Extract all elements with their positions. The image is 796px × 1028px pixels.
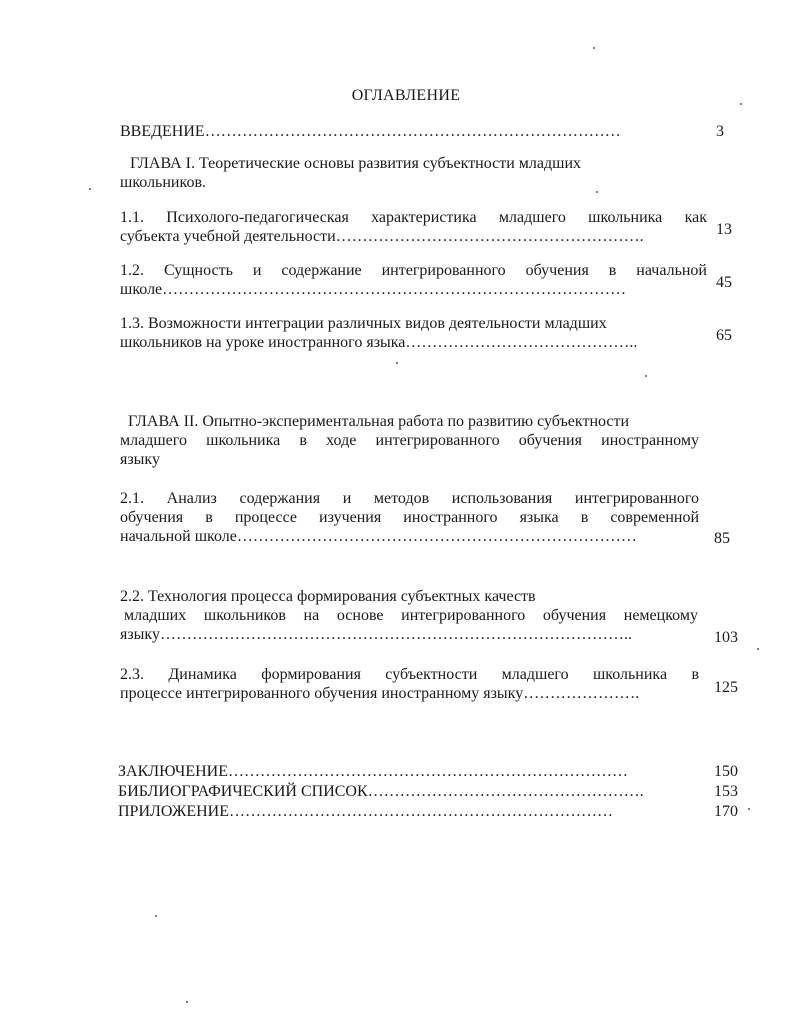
toc-entry-2-2-line1: 2.2. Технология процесса формирования субъектных качеств xyxy=(120,588,536,605)
scan-speck xyxy=(596,191,598,193)
chapter1-heading-line2: школьников. xyxy=(120,174,206,191)
toc-entry-conclusion: ЗАКЛЮЧЕНИЕ………………………………………………………………… xyxy=(118,763,628,780)
toc-page-1-1: 13 xyxy=(716,221,732,238)
chapter2-heading-line3: языку xyxy=(120,451,160,468)
toc-page-intro: 3 xyxy=(716,123,724,140)
chapter2-heading-line2: младшего школьника в ходе интегрированного обучения иностранному xyxy=(120,432,699,449)
toc-page-appendix: 170 xyxy=(714,803,738,820)
toc-page-bibliography: 153 xyxy=(714,783,738,800)
toc-title: ОГЛАВЛЕНИЕ xyxy=(351,87,461,104)
scan-speck xyxy=(748,808,750,810)
toc-page-1-2: 45 xyxy=(716,274,732,291)
toc-entry-appendix: ПРИЛОЖЕНИЕ……………………………………………………………… xyxy=(118,803,614,820)
toc-entry-1-1-line2: субъекта учебной деятельности…………………………………………………. xyxy=(120,228,644,245)
toc-page-2-3: 125 xyxy=(714,679,738,696)
toc-page-1-3: 65 xyxy=(716,327,732,344)
toc-entry-1-1-line1: 1.1. Психолого-педагогическая характеристика младшего школьника как xyxy=(120,209,707,226)
chapter1-heading-line1: ГЛАВА I. Теоретические основы развития субъектности младших xyxy=(130,155,582,172)
scan-speck xyxy=(757,648,759,650)
toc-entry-2-2-line3: языку…………………………………………………………………………….. xyxy=(120,626,632,643)
toc-entry-1-3-line1: 1.3. Возможности интеграции различных видов деятельности младших xyxy=(120,315,607,332)
toc-entry-2-1-line3: начальной школе………………………………………………………………… xyxy=(120,528,637,545)
toc-entry-2-2-line2: младших школьников на основе интегрированного обучения немецкому xyxy=(124,607,698,624)
chapter2-heading-line1: ГЛАВА II. Опытно-экспериментальная работа по развитию субъектности xyxy=(128,413,630,430)
scan-speck xyxy=(155,915,157,917)
toc-page-2-2: 103 xyxy=(714,629,738,646)
toc-entry-2-3-line1: 2.3. Динамика формирования субъектности младшего школьника в xyxy=(120,666,699,683)
toc-page-conclusion: 150 xyxy=(714,763,738,780)
toc-entry-1-2-line1: 1.2. Сущность и содержание интегрированного обучения в начальной xyxy=(120,262,707,279)
scan-speck xyxy=(89,188,91,190)
toc-entry-2-1-line1: 2.1. Анализ содержания и методов использования интегрированного xyxy=(120,490,699,507)
scan-speck xyxy=(186,1001,188,1003)
toc-entry-2-3-line2: процессе интегрированного обучения иностранному языку…………………. xyxy=(120,685,640,702)
toc-entry-intro: ВВЕДЕНИЕ…………………………………………………………………… xyxy=(120,123,621,140)
toc-entry-1-3-line2: школьников на уроке иностранного языка…………………………………….. xyxy=(120,334,638,351)
toc-entry-1-2-line2: школе…………………………………………………………………………… xyxy=(120,281,627,298)
scan-speck xyxy=(645,375,647,377)
scan-speck xyxy=(396,362,398,364)
toc-entry-bibliography: БИБЛИОГРАФИЧЕСКИЙ СПИСОК……………………………………………. xyxy=(118,783,644,800)
toc-entry-2-1-line2: обучения в процессе изучения иностранного языка в современной xyxy=(120,509,699,526)
scan-speck xyxy=(740,103,742,105)
scan-speck xyxy=(593,47,595,49)
toc-page-2-1: 85 xyxy=(714,530,730,547)
